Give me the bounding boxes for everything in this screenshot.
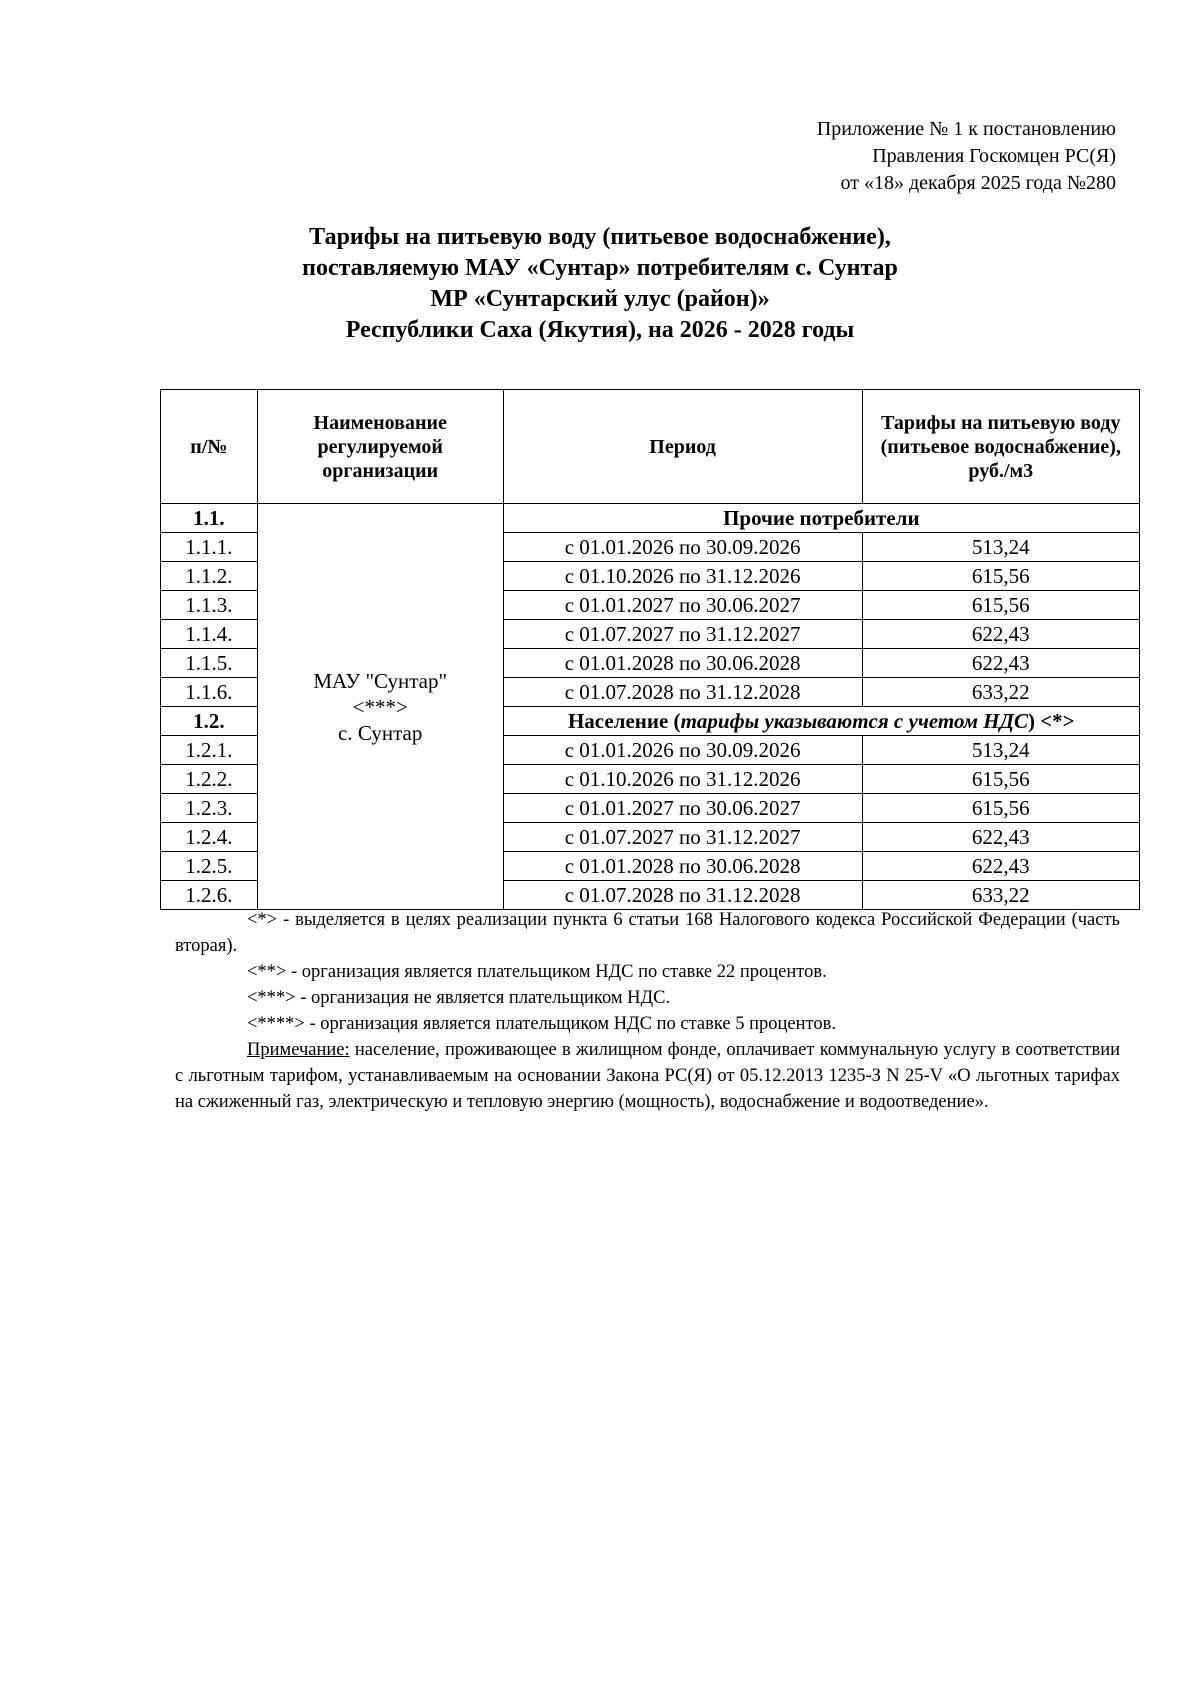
row-period: с 01.01.2026 по 30.09.2026	[503, 736, 862, 765]
organization-name: МАУ "Сунтар"	[313, 668, 448, 693]
group-label	[503, 707, 1139, 736]
title-line: МР «Сунтарский улус (район)»	[430, 286, 770, 312]
header-tariff: Тарифы на питьевую воду (питьевое водоснабжение), руб./м3	[862, 390, 1139, 504]
row-num: 1.2.3.	[161, 794, 258, 823]
footnote: <**> - организация является плательщиком НДС по ставке 22 процентов.	[247, 962, 827, 982]
group-label-end: ) <*>	[1027, 709, 1075, 733]
row-value: 633,22	[862, 881, 1139, 910]
header-period: Период	[503, 390, 862, 504]
row-num: 1.2.1.	[161, 736, 258, 765]
row-value: 622,43	[862, 852, 1139, 881]
group-row	[161, 504, 1140, 533]
row-period: с 01.01.2027 по 30.06.2027	[503, 794, 862, 823]
row-period: с 01.07.2027 по 31.12.2027	[503, 620, 862, 649]
row-num: 1.1.5.	[161, 649, 258, 678]
row-period: с 01.01.2027 по 30.06.2027	[503, 591, 862, 620]
group-label: Прочие потребители	[503, 504, 1139, 533]
row-value: 513,24	[862, 736, 1139, 765]
row-num: 1.2.6.	[161, 881, 258, 910]
footnote: <***> - организация не является плательщиком НДС.	[247, 988, 671, 1008]
row-value: 622,43	[862, 620, 1139, 649]
row-period: с 01.01.2028 по 30.06.2028	[503, 649, 862, 678]
row-num: 1.1.4.	[161, 620, 258, 649]
row-num: 1.2.4.	[161, 823, 258, 852]
organization-location: с. Сунтар	[338, 720, 423, 745]
title-line: поставляемую МАУ «Сунтар» потребителям с. Сунтар	[302, 255, 898, 281]
row-period: с 01.10.2026 по 31.12.2026	[503, 765, 862, 794]
organization-cell	[257, 504, 503, 910]
row-value: 615,56	[862, 562, 1139, 591]
row-value: 622,43	[862, 649, 1139, 678]
row-period: с 01.10.2026 по 31.12.2026	[503, 562, 862, 591]
row-value: 615,56	[862, 591, 1139, 620]
row-num: 1.1.2.	[161, 562, 258, 591]
row-period: с 01.07.2027 по 31.12.2027	[503, 823, 862, 852]
row-value: 633,22	[862, 678, 1139, 707]
row-value: 622,43	[862, 823, 1139, 852]
row-value: 615,56	[862, 765, 1139, 794]
header-organization: Наименование регулируемой организации	[257, 390, 503, 504]
organization-note: <***>	[352, 694, 408, 719]
appendix-line: Приложение № 1 к постановлению	[816, 118, 1116, 140]
row-period: с 01.01.2026 по 30.09.2026	[503, 533, 862, 562]
header-num: п/№	[161, 390, 258, 504]
row-num: 1.1.1.	[161, 533, 258, 562]
footnote: <****> - организация является плательщиком НДС по ставке 5 процентов.	[247, 1014, 836, 1034]
row-num: 1.2.5.	[161, 852, 258, 881]
document-title	[160, 222, 1040, 346]
remark	[175, 1037, 1120, 1115]
appendix-line: от «18» декабря 2025 года №280	[840, 172, 1116, 194]
table-header-row	[161, 390, 1140, 504]
group-label-start: Население (	[567, 709, 681, 733]
group-num: 1.2.	[161, 707, 258, 736]
row-num: 1.1.3.	[161, 591, 258, 620]
group-label-italic: тарифы указываются с учетом НДС	[680, 709, 1028, 733]
row-period: с 01.07.2028 по 31.12.2028	[503, 678, 862, 707]
footnote: <*> - выделяется в целях реализации пункта 6 статьи 168 Налогового кодекса Российской Федерации (часть вторая).	[175, 910, 1120, 956]
row-value: 615,56	[862, 794, 1139, 823]
appendix-header	[817, 116, 1116, 197]
tariff-table	[160, 389, 1140, 910]
row-period: с 01.01.2028 по 30.06.2028	[503, 852, 862, 881]
footnotes	[175, 907, 1120, 1115]
remark-text: население, проживающее в жилищном фонде, оплачивает коммунальную услугу в соответствии с льготным тарифом, устанавливаемым на основании Закона РС(Я) от 05.12.2013 1235-З N 25-V «О льготных тарифах на сжиженный газ, электрическую и тепловую энергию (мощность), водоснабжение и водоотведение».	[175, 1040, 1120, 1112]
row-num: 1.2.2.	[161, 765, 258, 794]
row-value: 513,24	[862, 533, 1139, 562]
title-line: Тарифы на питьевую воду (питьевое водоснабжение),	[309, 224, 891, 250]
appendix-line: Правления Госкомцен РС(Я)	[872, 145, 1116, 167]
title-line: Республики Саха (Якутия), на 2026 - 2028 годы	[345, 317, 855, 343]
row-num: 1.1.6.	[161, 678, 258, 707]
row-period: с 01.07.2028 по 31.12.2028	[503, 881, 862, 910]
group-num: 1.1.	[161, 504, 258, 533]
remark-label: Примечание:	[247, 1040, 350, 1060]
